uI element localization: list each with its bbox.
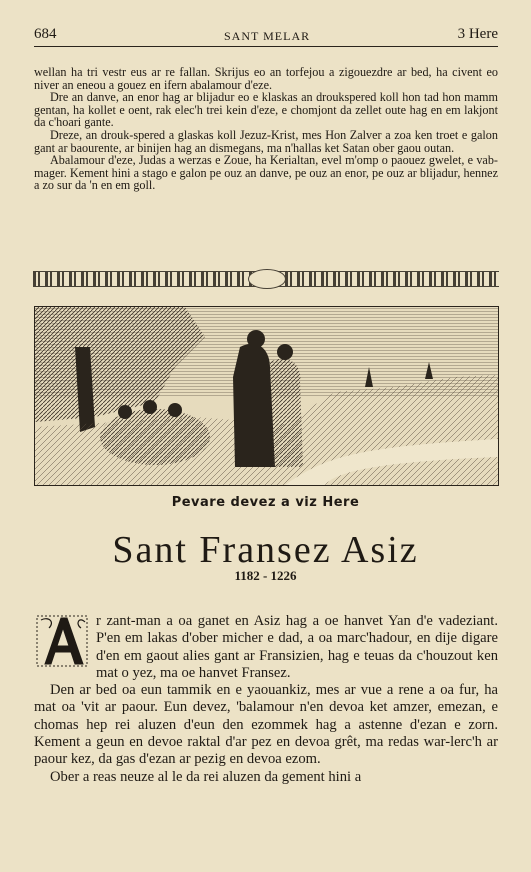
paragraph: Abalamour d'eze, Judas a werzas e Zoue, ha Kerialtan, evel m'omp o paouez gwelet, e vab-mager. Kement hini a stago e galon pe ouz an danve, pe ouz an enor, pe ouz ar blijadur, hennez a zo sur da 'n en em goll. bbox=[34, 153, 498, 193]
paragraph: Den ar bed oa eun tammik en e yaouankiz, mes ar vue a rene a oa fur, ha mat oa 'vit ar paour. Eun devez, 'balamour n'en devoa ket amzer, emezan, e chomas hep rei aluzen d'eun den ezommek hag a astenne d'ezan e zorn. Kement a geun en devoe raktal d'ar pez en devoa grêt, ma redas war-lerc'h ar paour kez, da gas d'ezan ar pezig en devoa ezom. bbox=[34, 682, 498, 768]
paragraph: wellan ha tri vestr eus ar re fallan. Skrijus eo an torfejou a zigouezdre ar bed, ha civent eo niver an eneou a gouez en ifern abalamour d'eze. bbox=[34, 65, 498, 92]
seated-group bbox=[100, 409, 210, 465]
illustration-svg bbox=[35, 307, 498, 485]
standing-companion bbox=[270, 359, 303, 467]
ornamental-divider bbox=[33, 271, 499, 287]
header-date: 3 Here bbox=[457, 26, 498, 42]
paragraph: Dre an danve, an enor hag ar blijadur eo e klaskas an droukspered koll hon tad hon mamm gentan, ha kollet e oent, rak elec'h trei kein d'eze, e chomjont da zellet oute hag en em lakjont da c'hoari gante. bbox=[34, 90, 498, 130]
engraving-illustration bbox=[34, 306, 499, 486]
main-text bbox=[34, 613, 498, 786]
illustration-caption: Pevare devez a viz Here bbox=[171, 495, 360, 510]
page-header bbox=[34, 26, 498, 47]
running-title: SANT MELAR bbox=[224, 29, 311, 43]
top-text-block bbox=[34, 66, 498, 192]
page-number: 684 bbox=[34, 26, 57, 42]
saint-dates: 1182 - 1226 bbox=[234, 568, 297, 583]
chapter-title: Sant Fransez Asiz bbox=[112, 529, 419, 571]
divider-medallion bbox=[248, 269, 286, 289]
paragraph: Dreze, an drouk-spered a glaskas koll Jezuz-Krist, mes Hon Zalver a zoa ken troet e galon gant ar baourente, ar binijen hag an dismegans, ma n'hallas ket Satan ober gaou outan. bbox=[34, 127, 498, 155]
paragraph: Ober a reas neuze al le da rei aluzen da gement hini a bbox=[50, 768, 362, 785]
paragraph: r zant-man a oa ganet en Asiz hag a oe hanvet Yan d'e vadeziant. P'en em lakas d'ober micher e dad, a oa marc'hadour, en dije digare d'en em gaout alies gant ar Fransizien, hag e teuas da c'houzout ken mat o yez, ma oe hanvet Fransez. bbox=[96, 613, 498, 681]
standing-friar bbox=[233, 344, 275, 467]
